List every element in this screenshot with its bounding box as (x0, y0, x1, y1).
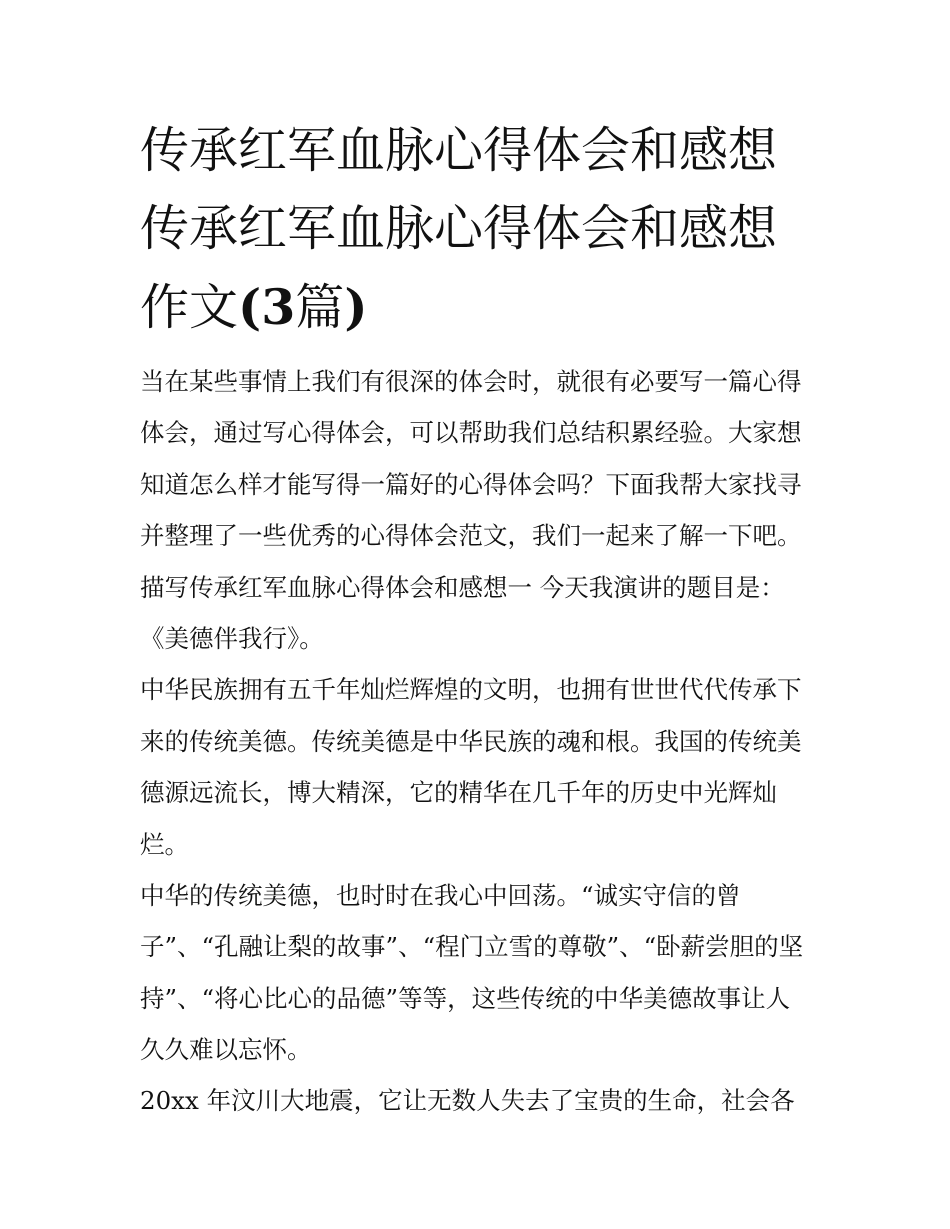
title-line-text: 作文 (140, 279, 239, 336)
title-line (140, 268, 820, 346)
title-line: 传承红军血脉心得体会和感想 (140, 200, 778, 257)
body-line: 20xx 年汶川大地震，它让无数人失去了宝贵的生命，社会各 (140, 1086, 795, 1116)
body-line: 体会，通过写心得体会，可以帮助我们总结积累经验。大家想 (140, 418, 802, 448)
body-line: 并整理了一些优秀的心得体会范文，我们一起来了解一下吧。 (140, 521, 802, 551)
title-count-close: ) (344, 278, 368, 336)
body-line: 中华的传统美德，也时时在我心中回荡。“诚实守信的曾 (140, 880, 741, 910)
body-line: 《美德伴我行》。 (140, 623, 324, 653)
body-line: 持”、“将心比心的品德”等等，这些传统的中华美德故事让人 (140, 983, 791, 1013)
title-count: (3 (238, 278, 296, 336)
body-line: 久久难以忘怀。 (140, 1035, 312, 1065)
document-title (140, 112, 820, 346)
body-line: 来的传统美德。传统美德是中华民族的魂和根。我国的传统美 (140, 726, 802, 756)
body-line: 当在某些事情上我们有很深的体会时，就很有必要写一篇心得 (140, 367, 802, 396)
title-line: 传承红军血脉心得体会和感想 (140, 122, 778, 179)
document-body (140, 356, 830, 1127)
body-line: 烂。 (140, 829, 189, 859)
body-line: 德源远流长，博大精深，它的精华在几千年的历史中光辉灿 (140, 778, 777, 808)
body-line: 知道怎么样才能写得一篇好的心得体会吗？下面我帮大家找寻 (140, 469, 802, 499)
body-line: 子”、“孔融让梨的故事”、“程门立雪的尊敬”、“卧薪尝胆的坚 (140, 932, 804, 962)
body-line: 中华民族拥有五千年灿烂辉煌的文明，也拥有世世代代传承下 (140, 675, 802, 705)
body-line: 描写传承红军血脉心得体会和感想一 今天我演讲的题目是： (140, 572, 785, 602)
title-count-word: 篇 (295, 279, 345, 336)
